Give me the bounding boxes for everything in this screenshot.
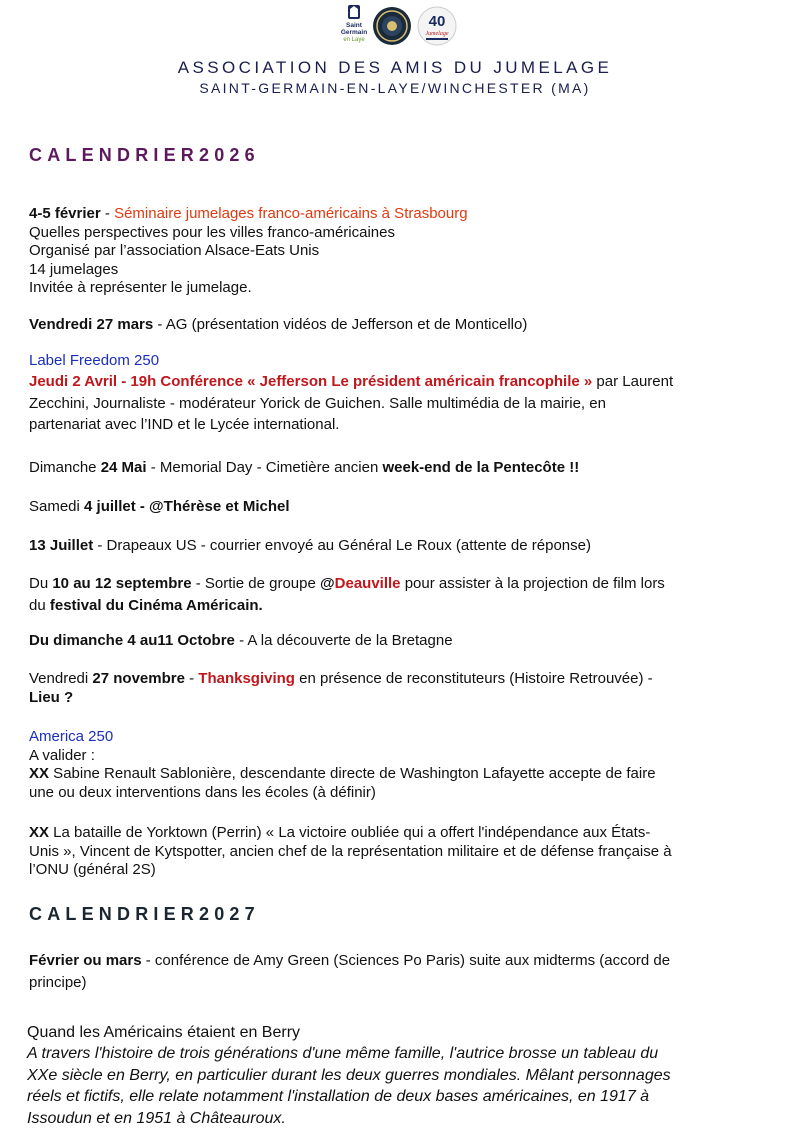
association-title: ASSOCIATION DES AMIS DU JUMELAGE <box>177 58 613 77</box>
event-title: Séminaire jumelages franco-américains à Strasbourg <box>114 205 468 222</box>
event-strasbourg: 4-5 février - Séminaire jumelages franco-américains à Strasbourg Quelles perspectives pour les villes franco-américaines Organisé par l’association Alsace-Eats Unis 14 jumelages Invitée à représenter le jumelage. <box>29 205 468 297</box>
svg-text:Jumelage: Jumelage <box>425 31 449 37</box>
jumelage-40-logo <box>417 6 457 46</box>
event-bretagne: Du dimanche 4 au11 Octobre - A la découverte de la Bretagne <box>29 632 453 649</box>
header-logos <box>340 3 460 47</box>
calendar-2027-heading: CALENDRIER2027 <box>29 904 260 924</box>
event-13-juillet: 13 Juillet - Drapeaux US - courrier envoyé au Général Le Roux (attente de réponse) <box>29 537 591 554</box>
event-ag: Vendredi 27 mars - AG (présentation vidéos de Jefferson et de Monticello) <box>29 316 528 333</box>
event-amy-green: Février ou mars - conférence de Amy Green (Sciences Po Paris) suite aux midterms (accord de principe) <box>29 952 671 991</box>
label-freedom-250: Label Freedom 250 <box>29 352 160 369</box>
event-date: Vendredi 27 mars <box>29 316 154 333</box>
event-date: 4-5 février <box>29 205 101 222</box>
event-freedom-250 <box>29 352 759 371</box>
event-date: Du dimanche 4 au11 Octobre <box>29 632 235 649</box>
event-memorial-day: Dimanche 24 Mai - Memorial Day - Cimetière ancien week-end de la Pentecôte !! <box>29 459 580 476</box>
event-date: Février ou mars <box>29 952 142 969</box>
event-date: 27 novembre <box>92 670 185 687</box>
svg-text:Saint: Saint <box>346 22 362 29</box>
event-date: Jeudi 2 Avril - 19h <box>29 373 157 390</box>
book-berry: Quand les Américains étaient en Berry A travers l'histoire de trois générations d'une même famille, l'autrice brosse un tableau du XXe siècle en Berry, en particulier durant les deux guerres mondiales. Mêlant personnages réels et fictifs, elle relate notamment l'installation de deux bases américaines, en 1917 à Issoudun et en 1951 à Châteauroux. <box>27 1022 767 1129</box>
svg-text:Germain: Germain <box>340 29 368 36</box>
event-date: 10 au 12 septembre <box>52 575 192 592</box>
event-4-juillet: Samedi 4 juillet - @Thérèse et Michel <box>29 498 290 515</box>
label-america-250: America 250 <box>29 728 114 745</box>
event-date: 24 Mai <box>100 459 147 476</box>
item-yorktown: XX La bataille de Yorktown (Perrin) « La victoire oubliée qui a offert l'indépendance aux États- Unis », Vincent de Kytspotter, ancien chef de la représentation militaire et de défense française à l’ONU (général 2S) <box>29 824 672 879</box>
svg-text:en Laye: en Laye <box>343 37 365 43</box>
event-deauville: Du 10 au 12 septembre - Sortie de groupe @Deauville pour assister à la projection de film lors du festival du Cinéma Américain. <box>29 575 665 614</box>
book-title: Quand les Américains étaient en Berry <box>27 1024 301 1041</box>
saint-germain-logo <box>340 3 368 47</box>
section-america-250: America 250 A valider : XX Sabine Renault Sablonière, descendante directe de Washington Lafayette accepte de faire une ou deux interventions dans les écoles (à définir) <box>29 728 759 802</box>
place-deauville: Deauville <box>334 575 401 592</box>
winchester-seal-logo <box>372 6 412 46</box>
event-title: Conférence « Jefferson Le président américain francophile » <box>156 373 593 390</box>
event-date: 13 Juillet <box>29 537 94 554</box>
calendar-2026-heading: CALENDRIER2026 <box>29 145 260 165</box>
association-subtitle: SAINT-GERMAIN-EN-LAYE/WINCHESTER (MA) <box>199 80 591 96</box>
event-title: Thanksgiving <box>198 670 295 687</box>
event-thanksgiving: Vendredi 27 novembre - Thanksgiving en présence de reconstituteurs (Histoire Retrouvée) - Lieu ? <box>29 670 653 706</box>
event-jefferson-conference: Jeudi 2 Avril - 19h Conférence « Jefferson Le président américain francophile » par Laurent Zecchini, Journaliste - modérateur Yorick de Guichen. Salle multimédia de la mairie, en partenariat avec l’IND et le Lycée international. <box>29 373 674 433</box>
svg-text:40: 40 <box>428 13 446 30</box>
